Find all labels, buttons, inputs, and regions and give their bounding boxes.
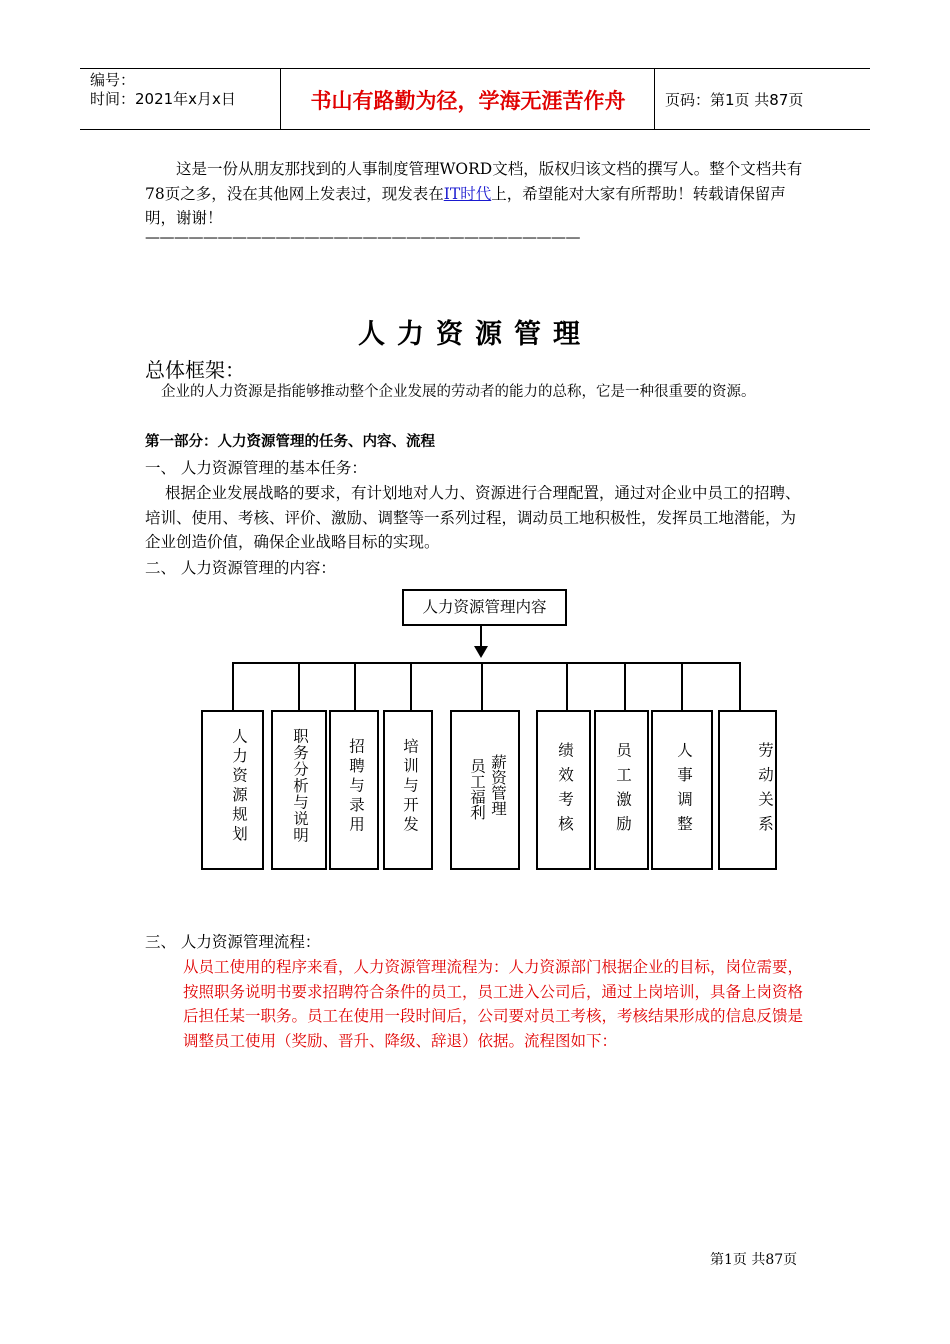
intro-paragraph — [145, 157, 810, 231]
branch-connector — [566, 662, 568, 710]
intro-text-before: 这是一份从朋友那找到的人事制度管理WORD文档，版权归该文档的撰写人。整个文档共有78页之多，没在其他网上发表过，现发表在 — [145, 160, 803, 203]
org-node-label: 绩效考核 — [556, 742, 574, 840]
branch-bar — [232, 662, 740, 664]
org-node-performance — [536, 710, 591, 870]
org-node-label: 员工福利 — [468, 758, 486, 820]
org-node-recruitment — [329, 710, 379, 870]
framework-text: 企业的人力资源是指能够推动整个企业发展的劳动者的能力的总称，它是一种很重要的资源。 — [161, 384, 756, 400]
header-page-label: 页码：第1页 共87页 — [665, 91, 804, 109]
org-node-training — [383, 710, 433, 870]
code-label: 编号： — [90, 71, 136, 89]
branch-connector — [354, 662, 356, 710]
page-header — [80, 68, 870, 130]
org-node-incentive — [594, 710, 649, 870]
section2-heading: 二、 人力资源管理的内容： — [145, 559, 336, 577]
header-divider — [654, 69, 655, 129]
framework-heading: 总体框架： — [145, 358, 245, 382]
org-node-label: 人力资源规划 — [230, 728, 248, 845]
org-node-compensation — [450, 710, 520, 870]
org-node-label: 劳动关系 — [756, 742, 774, 840]
org-node-label: 职务分析与说明 — [291, 728, 309, 844]
part1-heading: 第一部分：人力资源管理的任务、内容、流程 — [145, 434, 435, 450]
org-node-label: 人事调整 — [675, 742, 693, 840]
branch-connector — [739, 662, 741, 710]
section1-text: 根据企业发展战略的要求，有计划地对人力、资源进行合理配置，通过对企业中员工的招聘、培训、使用、考核、评价、激励、调整等一系列过程，调动员工地积极性，发挥员工地潜能，为企业创造价值，确保企业战略目标的实现。 — [145, 484, 801, 551]
org-node-hr-planning — [201, 710, 264, 870]
org-node-label: 薪资管理 — [489, 754, 507, 816]
section3-heading: 三、 人力资源管理流程： — [145, 933, 321, 951]
branch-connector — [624, 662, 626, 710]
document-title: 人力资源管理 — [358, 319, 592, 350]
org-node-job-analysis — [271, 710, 327, 870]
branch-connector — [232, 662, 234, 710]
time-label: 时间：2021年x月x日 — [90, 90, 236, 108]
intro-text-after: 上，希望能对大家有所帮助！转载请保留声明，谢谢！ — [145, 184, 786, 227]
separator-line: —————————————————————————————— — [145, 228, 580, 246]
org-node-adjustment — [651, 710, 713, 870]
branch-connector — [298, 662, 300, 710]
header-divider — [280, 69, 281, 129]
header-motto: 书山有路勤为径，学海无涯苦作舟 — [310, 89, 626, 113]
org-node-label: 员工激励 — [614, 742, 632, 840]
section1-paragraph — [145, 481, 810, 555]
org-node-label: 招聘与录用 — [347, 738, 365, 836]
framework-paragraph — [145, 380, 810, 405]
org-chart-root: 人力资源管理内容 — [402, 589, 567, 626]
section3-paragraph: 从员工使用的程序来看，人力资源管理流程为：人力资源部门根据企业的目标，岗位需要，按照职务说明书要求招聘符合条件的员工，员工进入公司后，通过上岗培训，具备上岗资格后担任某一职务。员工在使用一段时间后，公司要对员工考核，考核结果形成的信息反馈是调整员工使用（奖励、晋升、降级、辞退）依据。流程图如下： — [183, 958, 804, 1050]
branch-connector — [681, 662, 683, 710]
arrow-down-icon — [474, 646, 488, 658]
org-node-labor-relations — [718, 710, 777, 870]
header-meta — [90, 71, 236, 109]
section1-heading: 一、 人力资源管理的基本任务： — [145, 459, 367, 477]
branch-connector — [481, 662, 483, 710]
footer-page-number: 第1页 共87页 — [710, 1252, 798, 1268]
it-times-link[interactable]: IT时代 — [443, 184, 492, 203]
org-node-label: 培训与开发 — [401, 738, 419, 836]
branch-connector — [410, 662, 412, 710]
